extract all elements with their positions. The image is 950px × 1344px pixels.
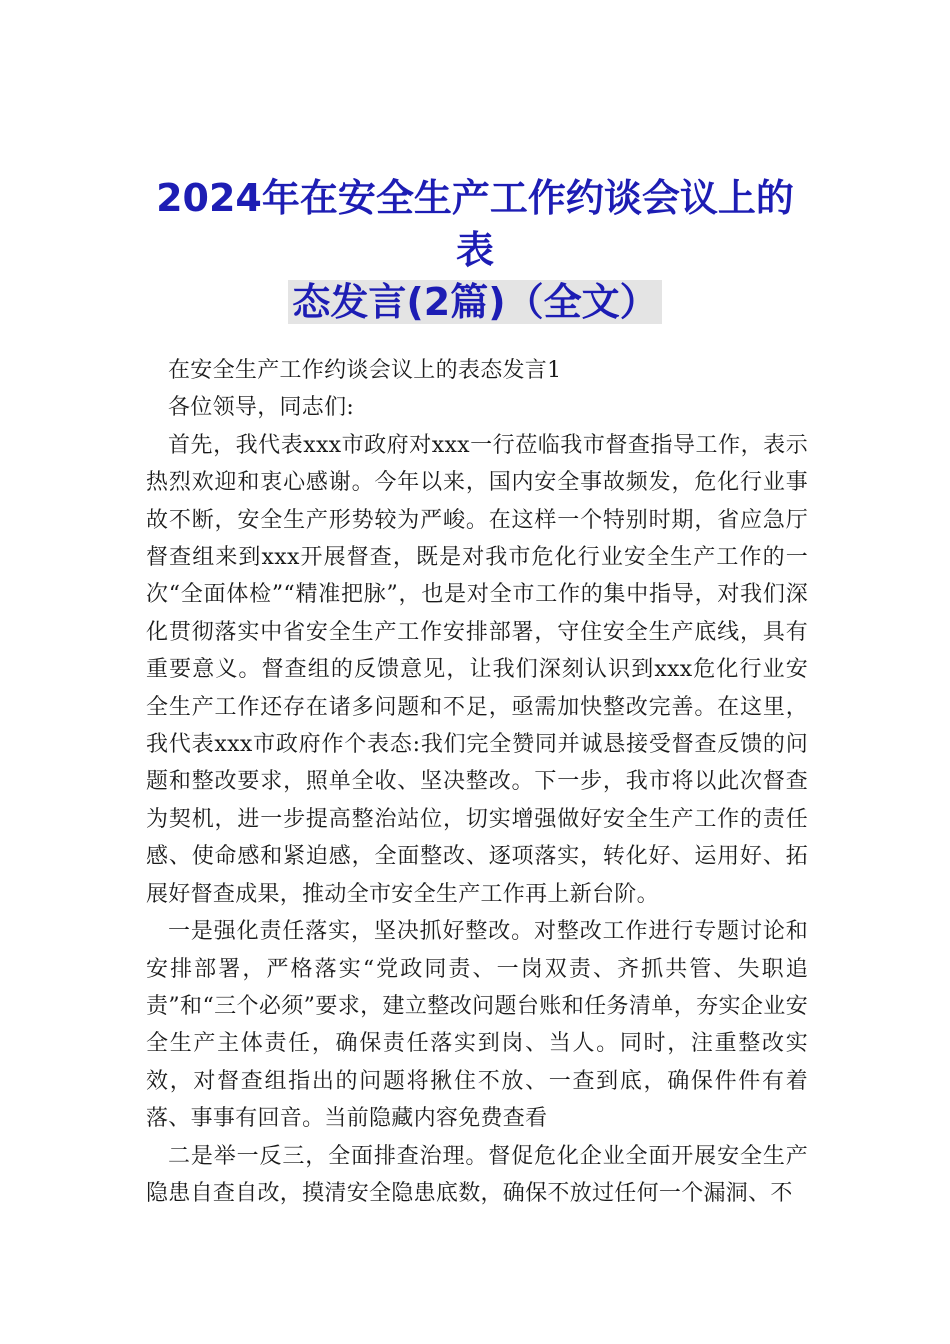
title-line-1: 2024年在安全生产工作约谈会议上的表 [156, 176, 794, 272]
paragraph: 二是举一反三，全面排查治理。督促危化企业全面开展安全生产隐患自查自改，摸清安全隐患底数，确保不放过任何一个漏洞、不 [146, 1143, 808, 1206]
document-title [140, 172, 810, 328]
document-body [146, 352, 808, 1212]
paragraph: 首先，我代表xxx市政府对xxx一行莅临我市督查指导工作，表示热烈欢迎和衷心感谢。今年以来，国内安全事故频发，危化行业事故不断，安全生产形势较为严峻。在这样一个特别时期，省应急厅督查组来到xxx开展督查，既是对我市危化行业安全生产工作的一次“全面体检”“精准把脉”，也是对全市工作的集中指导，对我们深化贯彻落实中省安全生产工作安排部署，守住安全生产底线，具有重要意义。督查组的反馈意见，让我们深刻认识到xxx危化行业安全生产工作还存在诸多问题和不足，亟需加快整改完善。在这里，我代表xxx市政府作个表态:我们完全赞同并诚恳接受督查反馈的问题和整改要求，照单全收、坚决整改。下一步，我市将以此次督查为契机，进一步提高整治站位，切实增强做好安全生产工作的责任感、使命感和紧迫感，全面整改、逐项落实，转化好、运用好、拓展好督查成果，推动全市安全生产工作再上新台阶。 [146, 432, 808, 907]
salutation: 各位领导，同志们: [168, 395, 355, 421]
paragraph: 一是强化责任落实，坚决抓好整改。对整改工作进行专题讨论和安排部署，严格落实“党政同责、一岗双责、齐抓共管、失职追责”和“三个必须”要求，建立整改问题台账和任务清单，夯实企业安全生产主体责任，确保责任落实到岗、当人。同时，注重整改实效，对督查组指出的问题将揪住不放、一查到底，确保件件有着落、事事有回音。当前隐藏内容免费查看 [146, 919, 808, 1132]
section-heading: 在安全生产工作约谈会议上的表态发言1 [168, 358, 562, 383]
title-line-2: 态发言(2篇)（全文） [288, 280, 661, 324]
